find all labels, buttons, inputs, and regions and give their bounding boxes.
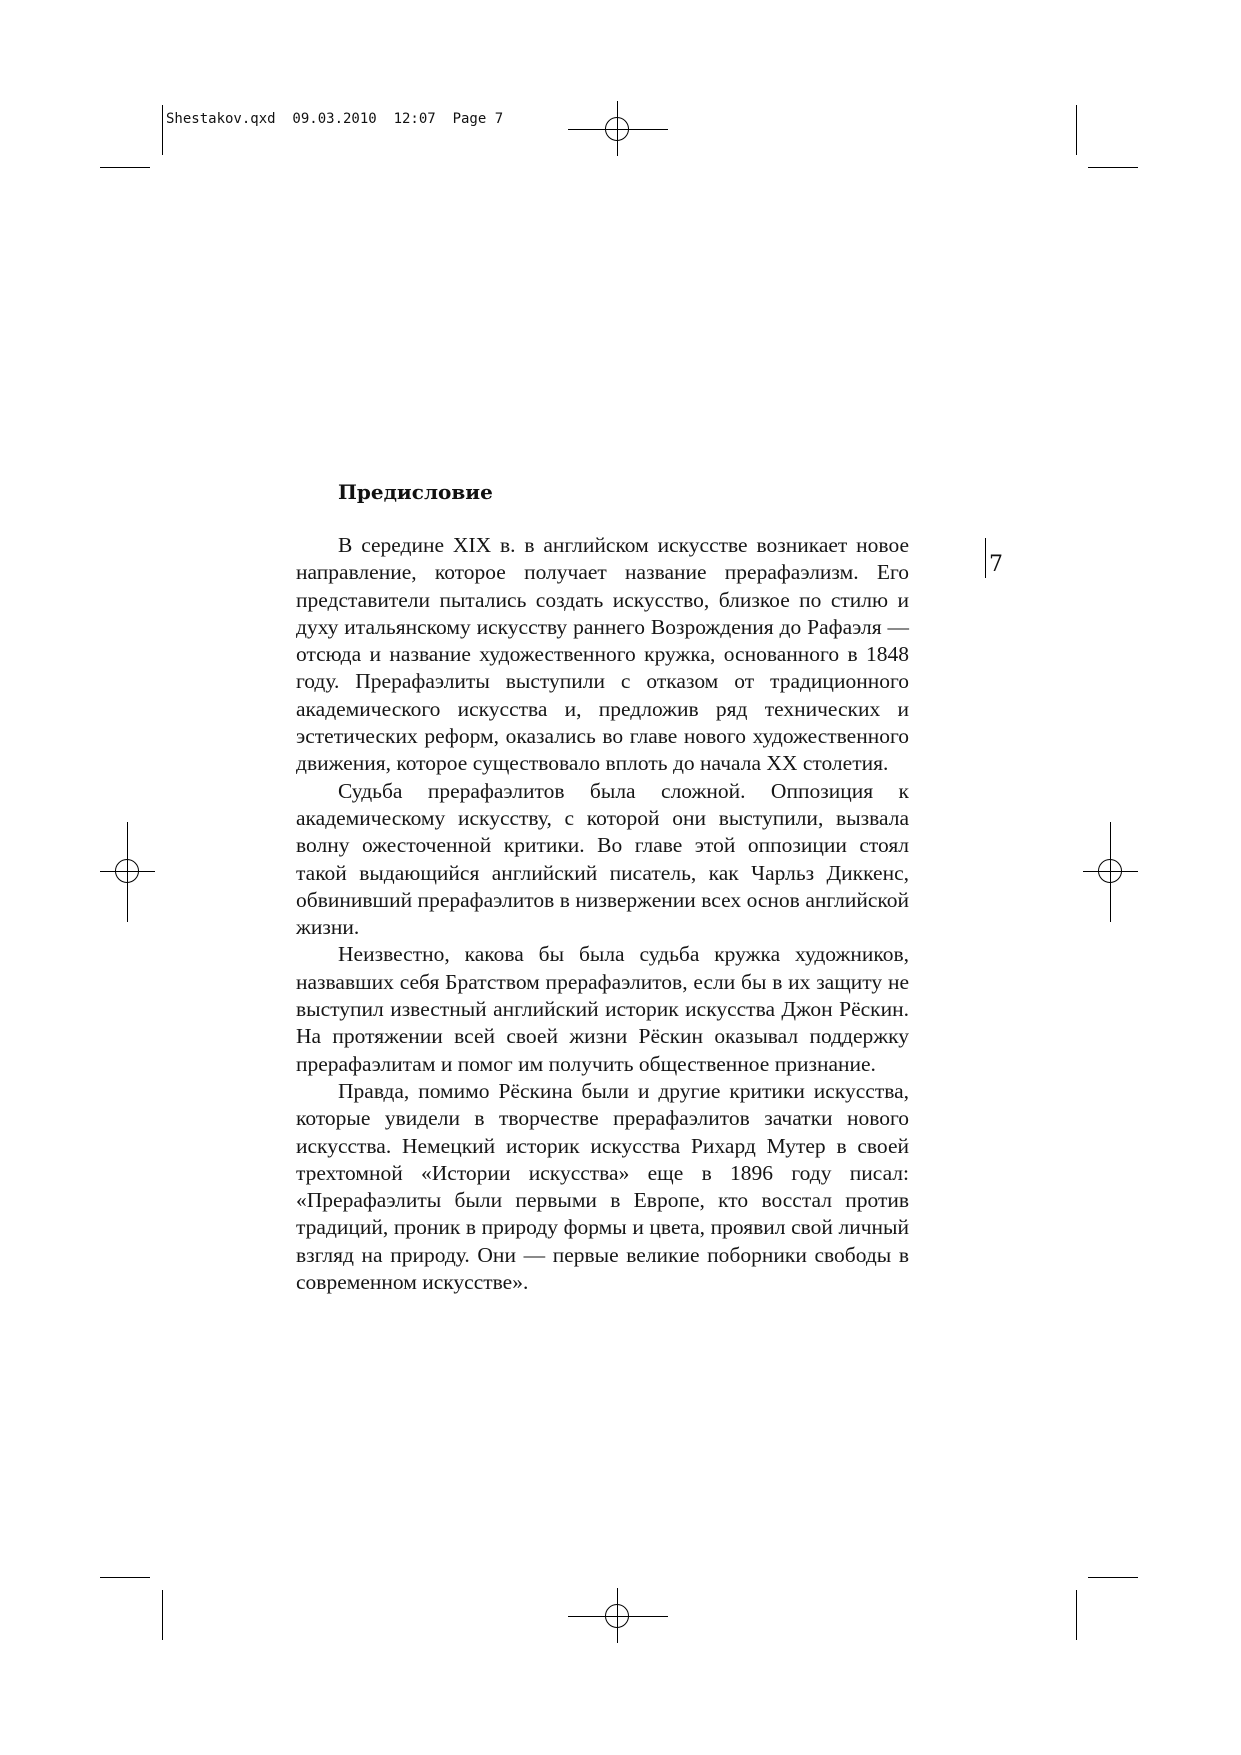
registration-mark-bottom-icon xyxy=(568,1588,668,1643)
crop-mark-bottom-left-vertical xyxy=(162,1590,163,1640)
crop-mark-bottom-right-vertical xyxy=(1076,1590,1077,1640)
paragraph-4: Правда, помимо Рёскина были и другие критики искусства, которые увидели в творчестве прерафаэлитов зачатки нового искусства. Немецкий историк искусства Рихард Мутер в своей трехтомной «Истории искусства» еще в 1896 году писал: «Прерафаэлиты были первыми в Европе, кто восстал против традиций, проник в природу формы и цвета, проявил свой личный взгляд на природу. Они — первые великие поборники свободы в современном искусстве». xyxy=(296,1078,909,1295)
body-text xyxy=(296,532,909,1296)
registration-mark-top-icon xyxy=(568,101,668,156)
registration-mark-right-icon xyxy=(1083,822,1138,922)
registration-mark-left-icon xyxy=(100,822,155,922)
chapter-heading: Предисловие xyxy=(338,480,493,504)
paragraph-3: Неизвестно, какова бы была судьба кружка художников, назвавших себя Братством прерафаэлитов, если бы в их защиту не выступил известный английский историк искусства Джон Рёскин. На протяжении всей своей жизни Рёскин оказывал поддержку прерафаэлитам и помог им получить общественное признание. xyxy=(296,942,909,1076)
crop-mark-top-left-vertical xyxy=(162,105,163,155)
crop-mark-top-left-horizontal xyxy=(100,167,150,168)
paragraph-2: Судьба прерафаэлитов была сложной. Оппозиция к академическому искусству, с которой они выступили, вызвала волну ожесточенной критики. Во главе этой оппозиции стоял такой выдающийся английский писатель, как Чарльз Диккенс, обвинивший прерафаэлитов в низвержении всех основ английской жизни. xyxy=(296,778,909,940)
crop-mark-top-right-horizontal xyxy=(1088,167,1138,168)
crop-mark-bottom-left-horizontal xyxy=(100,1577,150,1578)
slug-line: Shestakov.qxd 09.03.2010 12:07 Page 7 xyxy=(166,111,504,127)
paragraph-1: В середине XIX в. в английском искусстве возникает новое направление, которое получает название прерафаэлизм. Его представители пытались создать искусство, близкое по стилю и духу итальянскому искусству раннего Возрождения до Рафаэля — отсюда и название художественного кружка, основанного в 1848 году. Прерафаэлиты выступили с отказом от традиционного академического искусства и, предложив ряд технических и эстетических реформ, оказались во главе нового художественного движения, которое существовало вплоть до начала XX столетия. xyxy=(296,533,909,776)
page-number: 7 xyxy=(989,552,1003,577)
crop-mark-top-right-vertical xyxy=(1076,105,1077,155)
crop-mark-bottom-right-horizontal xyxy=(1088,1577,1138,1578)
page-number-rule xyxy=(985,538,986,578)
